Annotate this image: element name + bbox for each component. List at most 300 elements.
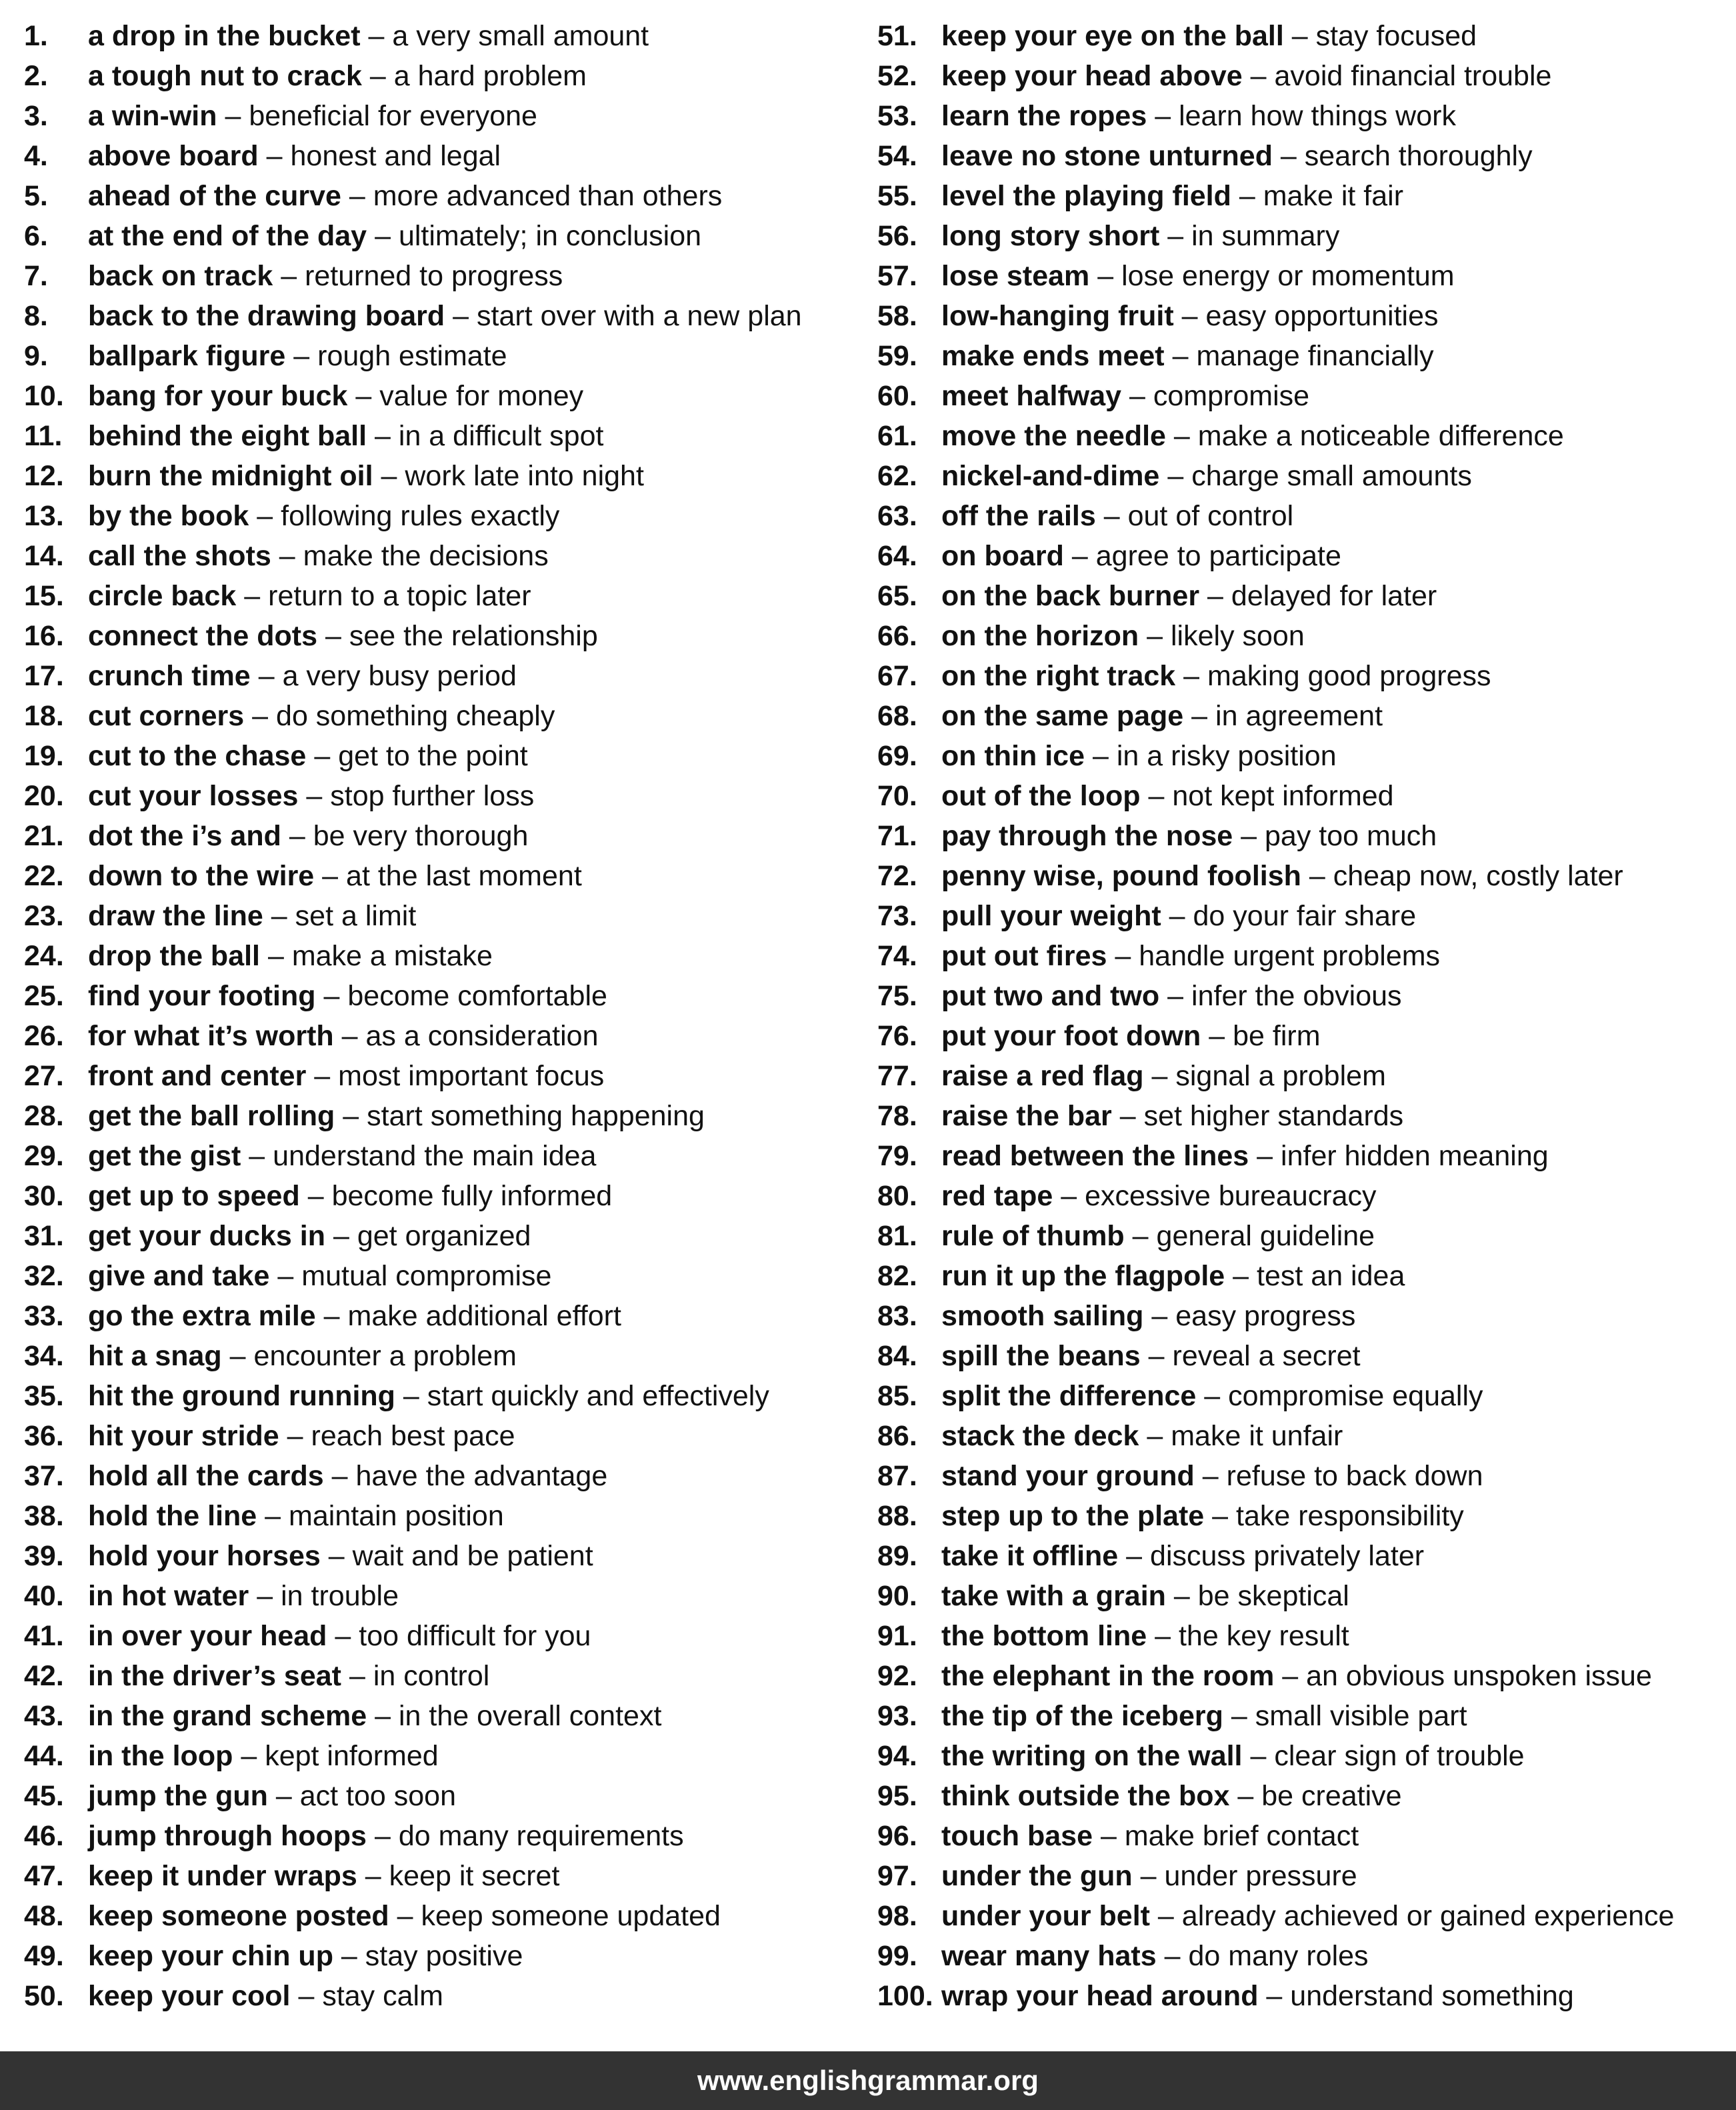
idiom-meaning: delayed for later: [1231, 580, 1437, 612]
idiom-phrase: drop the ball: [88, 940, 260, 972]
list-item: [24, 416, 851, 456]
idiom-phrase: by the book: [88, 500, 249, 532]
separator-dash: –: [271, 900, 287, 932]
list-item: [877, 896, 1731, 936]
list-item: [24, 1416, 851, 1456]
list-item: [877, 1176, 1731, 1216]
idiom-phrase: a drop in the bucket: [88, 20, 361, 52]
list-item: [877, 1256, 1731, 1296]
list-item: [24, 496, 851, 536]
idiom-meaning: keep it secret: [389, 1860, 560, 1892]
idiom-phrase: raise a red flag: [941, 1060, 1144, 1092]
separator-dash: –: [1169, 900, 1185, 932]
list-item: [877, 696, 1731, 736]
idiom-phrase: stack the deck: [941, 1420, 1139, 1452]
list-item: [24, 856, 851, 896]
separator-dash: –: [1103, 500, 1120, 532]
idiom-phrase: step up to the plate: [941, 1500, 1205, 1532]
idiom-phrase: move the needle: [941, 420, 1166, 452]
list-item: [24, 1736, 851, 1776]
list-item: [877, 336, 1731, 376]
idiom-phrase: get the gist: [88, 1140, 241, 1172]
idiom-phrase: connect the dots: [88, 620, 318, 652]
item-number: 65.: [877, 580, 917, 612]
item-number: 69.: [877, 740, 917, 772]
left-column: [24, 16, 851, 2016]
list-item: [877, 96, 1731, 136]
item-number: 31.: [24, 1220, 64, 1252]
idiom-phrase: behind the eight ball: [88, 420, 367, 452]
item-number: 100.: [877, 1980, 933, 2012]
item-number: 76.: [877, 1020, 917, 1052]
separator-dash: –: [1233, 1260, 1249, 1292]
idiom-phrase: keep someone posted: [88, 1900, 389, 1932]
idiom-meaning: become fully informed: [331, 1180, 613, 1212]
item-number: 86.: [877, 1420, 917, 1452]
idiom-meaning: in a risky position: [1116, 740, 1337, 772]
idiom-phrase: on the same page: [941, 700, 1184, 732]
list-item: [24, 1376, 851, 1416]
idiom-meaning: honest and legal: [290, 140, 501, 172]
list-item: [24, 1336, 851, 1376]
idiom-phrase: red tape: [941, 1180, 1053, 1212]
idiom-meaning: returned to progress: [305, 260, 563, 292]
list-item: [24, 1016, 851, 1056]
separator-dash: –: [1280, 140, 1297, 172]
item-number: 1.: [24, 20, 48, 52]
idiom-phrase: rule of thumb: [941, 1220, 1125, 1252]
idiom-meaning: following rules exactly: [281, 500, 560, 532]
idiom-meaning: easy progress: [1175, 1300, 1356, 1332]
item-number: 30.: [24, 1180, 64, 1212]
list-item: [24, 576, 851, 616]
item-number: 17.: [24, 660, 64, 692]
list-item: [24, 1816, 851, 1856]
idiom-meaning: make the decisions: [303, 540, 549, 572]
idiom-phrase: on the horizon: [941, 620, 1139, 652]
separator-dash: –: [225, 100, 241, 132]
idiom-phrase: find your footing: [88, 980, 316, 1012]
separator-dash: –: [267, 940, 284, 972]
separator-dash: –: [1282, 1660, 1299, 1692]
list-item: [877, 656, 1731, 696]
idiom-meaning: handle urgent problems: [1139, 940, 1441, 972]
idiom-meaning: easy opportunities: [1205, 300, 1439, 332]
list-item: [877, 816, 1731, 856]
item-number: 54.: [877, 140, 917, 172]
item-number: 16.: [24, 620, 64, 652]
idiom-phrase: stand your ground: [941, 1460, 1195, 1492]
idiom-meaning: stay calm: [322, 1980, 443, 2012]
list-item: [24, 736, 851, 776]
idiom-meaning: work late into night: [405, 460, 644, 492]
separator-dash: –: [306, 780, 323, 812]
item-number: 73.: [877, 900, 917, 932]
list-item: [877, 1816, 1731, 1856]
idiom-meaning: keep someone updated: [421, 1900, 721, 1932]
separator-dash: –: [1119, 1100, 1136, 1132]
separator-dash: –: [1148, 780, 1165, 812]
separator-dash: –: [375, 1700, 391, 1732]
idiom-meaning: do something cheaply: [276, 700, 555, 732]
separator-dash: –: [1239, 180, 1255, 212]
idiom-meaning: return to a topic later: [268, 580, 531, 612]
list-item: [24, 1176, 851, 1216]
idiom-phrase: front and center: [88, 1060, 307, 1092]
separator-dash: –: [375, 220, 391, 252]
idiom-meaning: ultimately; in conclusion: [398, 220, 702, 252]
item-number: 6.: [24, 220, 48, 252]
list-item: [24, 656, 851, 696]
item-number: 96.: [877, 1820, 917, 1852]
idiom-meaning: maintain position: [289, 1500, 504, 1532]
item-number: 92.: [877, 1660, 917, 1692]
list-item: [24, 1056, 851, 1096]
idiom-phrase: long story short: [941, 220, 1160, 252]
item-number: 29.: [24, 1140, 64, 1172]
list-item: [24, 616, 851, 656]
separator-dash: –: [266, 140, 283, 172]
idiom-meaning: a hard problem: [393, 60, 587, 92]
list-item: [877, 1936, 1731, 1976]
idiom-phrase: bang for your buck: [88, 380, 348, 412]
idiom-phrase: run it up the flagpole: [941, 1260, 1225, 1292]
idiom-meaning: stop further loss: [330, 780, 535, 812]
separator-dash: –: [1100, 1820, 1117, 1852]
separator-dash: –: [1164, 1940, 1181, 1972]
separator-dash: –: [1147, 1420, 1163, 1452]
item-number: 75.: [877, 980, 917, 1012]
idiom-meaning: in summary: [1191, 220, 1340, 252]
item-number: 7.: [24, 260, 48, 292]
idiom-meaning: infer hidden meaning: [1281, 1140, 1549, 1172]
idiom-phrase: at the end of the day: [88, 220, 367, 252]
idiom-phrase: put your foot down: [941, 1020, 1201, 1052]
idiom-phrase: cut your losses: [88, 780, 299, 812]
idiom-meaning: do many roles: [1188, 1940, 1369, 1972]
separator-dash: –: [1183, 660, 1200, 692]
idiom-phrase: crunch time: [88, 660, 251, 692]
list-item: [24, 1616, 851, 1656]
idiom-phrase: the writing on the wall: [941, 1740, 1243, 1772]
separator-dash: –: [323, 1300, 340, 1332]
item-number: 72.: [877, 860, 917, 892]
item-number: 44.: [24, 1740, 64, 1772]
list-item: [24, 56, 851, 96]
idiom-phrase: pay through the nose: [941, 820, 1233, 852]
item-number: 98.: [877, 1900, 917, 1932]
item-number: 81.: [877, 1220, 917, 1252]
separator-dash: –: [293, 340, 310, 372]
separator-dash: –: [1204, 1380, 1221, 1412]
list-item: [877, 536, 1731, 576]
item-number: 4.: [24, 140, 48, 172]
item-number: 3.: [24, 100, 48, 132]
item-number: 14.: [24, 540, 64, 572]
idiom-phrase: hold the line: [88, 1500, 257, 1532]
idiom-phrase: pull your weight: [941, 900, 1161, 932]
separator-dash: –: [333, 1220, 349, 1252]
idiom-meaning: too difficult for you: [359, 1620, 591, 1652]
item-number: 56.: [877, 220, 917, 252]
idiom-phrase: on board: [941, 540, 1064, 572]
idiom-meaning: learn how things work: [1179, 100, 1456, 132]
idiom-meaning: infer the obvious: [1191, 980, 1402, 1012]
list-item: [24, 896, 851, 936]
separator-dash: –: [244, 580, 261, 612]
item-number: 38.: [24, 1500, 64, 1532]
idiom-meaning: have the advantage: [355, 1460, 608, 1492]
item-number: 25.: [24, 980, 64, 1012]
item-number: 64.: [877, 540, 917, 572]
idiom-phrase: take with a grain: [941, 1580, 1166, 1612]
idiom-list: [0, 16, 1736, 2016]
idiom-meaning: start something happening: [367, 1100, 705, 1132]
item-number: 2.: [24, 60, 48, 92]
separator-dash: –: [349, 180, 365, 212]
idiom-meaning: in trouble: [281, 1580, 399, 1612]
separator-dash: –: [1237, 1780, 1254, 1812]
item-number: 67.: [877, 660, 917, 692]
list-item: [24, 1696, 851, 1736]
list-item: [24, 936, 851, 976]
idiom-meaning: excessive bureaucracy: [1085, 1180, 1377, 1212]
idiom-meaning: kept informed: [265, 1740, 439, 1772]
idiom-meaning: most important focus: [338, 1060, 605, 1092]
item-number: 47.: [24, 1860, 64, 1892]
idiom-meaning: make a mistake: [291, 940, 493, 972]
list-item: [24, 696, 851, 736]
idiom-phrase: wear many hats: [941, 1940, 1157, 1972]
idiom-phrase: hit a snag: [88, 1340, 222, 1372]
list-item: [877, 416, 1731, 456]
idiom-meaning: stay positive: [365, 1940, 523, 1972]
list-item: [24, 1896, 851, 1936]
item-number: 88.: [877, 1500, 917, 1532]
separator-dash: –: [1257, 1140, 1273, 1172]
idiom-phrase: make ends meet: [941, 340, 1165, 372]
list-item: [877, 976, 1731, 1016]
idiom-meaning: agree to participate: [1095, 540, 1341, 572]
list-item: [24, 1296, 851, 1336]
idiom-phrase: get your ducks in: [88, 1220, 326, 1252]
idiom-meaning: test an idea: [1257, 1260, 1405, 1292]
item-number: 99.: [877, 1940, 917, 1972]
separator-dash: –: [331, 1460, 348, 1492]
idiom-meaning: make brief contact: [1124, 1820, 1359, 1852]
separator-dash: –: [1173, 420, 1190, 452]
idiom-meaning: general guideline: [1156, 1220, 1375, 1252]
list-item: [877, 216, 1731, 256]
list-item: [877, 256, 1731, 296]
list-item: [24, 1256, 851, 1296]
idiom-phrase: the tip of the iceberg: [941, 1700, 1223, 1732]
item-number: 23.: [24, 900, 64, 932]
list-item: [24, 976, 851, 1016]
separator-dash: –: [1231, 1700, 1247, 1732]
idiom-meaning: make it fair: [1263, 180, 1404, 212]
item-number: 43.: [24, 1700, 64, 1732]
idiom-meaning: pay too much: [1265, 820, 1437, 852]
idiom-meaning: charge small amounts: [1191, 460, 1472, 492]
idiom-meaning: a very small amount: [392, 20, 649, 52]
idiom-phrase: put out fires: [941, 940, 1107, 972]
idiom-phrase: out of the loop: [941, 780, 1141, 812]
idiom-phrase: learn the ropes: [941, 100, 1147, 132]
item-number: 5.: [24, 180, 48, 212]
separator-dash: –: [229, 1340, 246, 1372]
list-item: [24, 1856, 851, 1896]
item-number: 68.: [877, 700, 917, 732]
separator-dash: –: [1147, 620, 1163, 652]
item-number: 93.: [877, 1700, 917, 1732]
item-number: 10.: [24, 380, 64, 412]
list-item: [877, 1096, 1731, 1136]
idiom-phrase: spill the beans: [941, 1340, 1141, 1372]
list-item: [877, 616, 1731, 656]
idiom-meaning: do many requirements: [398, 1820, 684, 1852]
idiom-meaning: already achieved or gained experience: [1181, 1900, 1675, 1932]
list-item: [24, 176, 851, 216]
item-number: 13.: [24, 500, 64, 532]
list-item: [877, 56, 1731, 96]
list-item: [877, 1456, 1731, 1496]
list-item: [877, 1296, 1731, 1336]
separator-dash: –: [381, 460, 397, 492]
separator-dash: –: [341, 1940, 357, 1972]
idiom-phrase: cut corners: [88, 700, 245, 732]
idiom-phrase: wrap your head around: [941, 1980, 1259, 2012]
list-item: [877, 1056, 1731, 1096]
list-item: [877, 376, 1731, 416]
idiom-meaning: encounter a problem: [253, 1340, 517, 1372]
item-number: 83.: [877, 1300, 917, 1332]
item-number: 60.: [877, 380, 917, 412]
separator-dash: –: [258, 660, 275, 692]
idiom-phrase: in over your head: [88, 1620, 327, 1652]
idiom-phrase: in the grand scheme: [88, 1700, 367, 1732]
idiom-phrase: dot the i’s and: [88, 820, 281, 852]
separator-dash: –: [1151, 1060, 1168, 1092]
item-number: 82.: [877, 1260, 917, 1292]
item-number: 62.: [877, 460, 917, 492]
list-item: [24, 1496, 851, 1536]
list-item: [877, 856, 1731, 896]
item-number: 21.: [24, 820, 64, 852]
idiom-phrase: call the shots: [88, 540, 271, 572]
item-number: 78.: [877, 1100, 917, 1132]
idiom-meaning: see the relationship: [349, 620, 598, 652]
list-item: [24, 1776, 851, 1816]
separator-dash: –: [1241, 820, 1257, 852]
idiom-meaning: at the last moment: [346, 860, 582, 892]
idiom-phrase: hold all the cards: [88, 1460, 324, 1492]
item-number: 8.: [24, 300, 48, 332]
idiom-meaning: reach best pace: [311, 1420, 515, 1452]
item-number: 66.: [877, 620, 917, 652]
idiom-meaning: making good progress: [1207, 660, 1491, 692]
right-column: [877, 16, 1731, 2016]
list-item: [877, 456, 1731, 496]
list-item: [877, 776, 1731, 816]
idiom-meaning: understand the main idea: [273, 1140, 597, 1172]
item-number: 84.: [877, 1340, 917, 1372]
idiom-meaning: likely soon: [1171, 620, 1305, 652]
idiom-phrase: down to the wire: [88, 860, 315, 892]
item-number: 24.: [24, 940, 64, 972]
item-number: 34.: [24, 1340, 64, 1372]
idiom-meaning: in a difficult spot: [398, 420, 604, 452]
list-item: [877, 1576, 1731, 1616]
item-number: 18.: [24, 700, 64, 732]
list-item: [877, 1016, 1731, 1056]
separator-dash: –: [1115, 940, 1131, 972]
item-number: 32.: [24, 1260, 64, 1292]
list-item: [877, 1896, 1731, 1936]
list-item: [877, 1416, 1731, 1456]
separator-dash: –: [1266, 1980, 1283, 2012]
idiom-phrase: take it offline: [941, 1540, 1119, 1572]
item-number: 53.: [877, 100, 917, 132]
list-item: [877, 496, 1731, 536]
list-item: [24, 376, 851, 416]
idiom-phrase: on the right track: [941, 660, 1176, 692]
footer-url[interactable]: www.englishgrammar.org: [697, 2065, 1039, 2096]
idiom-phrase: keep your head above: [941, 60, 1243, 92]
list-item: [877, 1216, 1731, 1256]
list-item: [877, 1336, 1731, 1376]
list-item: [877, 1776, 1731, 1816]
item-number: 39.: [24, 1540, 64, 1572]
separator-dash: –: [453, 300, 469, 332]
idiom-meaning: get organized: [357, 1220, 531, 1252]
separator-dash: –: [369, 60, 386, 92]
idiom-meaning: start over with a new plan: [477, 300, 802, 332]
list-item: [877, 1616, 1731, 1656]
item-number: 20.: [24, 780, 64, 812]
item-number: 55.: [877, 180, 917, 212]
idiom-phrase: under your belt: [941, 1900, 1150, 1932]
separator-dash: –: [1140, 1860, 1157, 1892]
separator-dash: –: [1092, 740, 1109, 772]
footer-bar: [0, 2051, 1736, 2110]
idiom-meaning: make a noticeable difference: [1197, 420, 1564, 452]
idiom-meaning: be skeptical: [1197, 1580, 1349, 1612]
separator-dash: –: [375, 420, 391, 452]
idiom-meaning: be firm: [1233, 1020, 1321, 1052]
idiom-phrase: under the gun: [941, 1860, 1133, 1892]
idiom-meaning: get to the point: [338, 740, 528, 772]
idiom-meaning: small visible part: [1255, 1700, 1467, 1732]
item-number: 45.: [24, 1780, 64, 1812]
separator-dash: –: [289, 820, 305, 852]
list-item: [877, 176, 1731, 216]
separator-dash: –: [1250, 60, 1267, 92]
idiom-phrase: smooth sailing: [941, 1300, 1144, 1332]
list-item: [24, 1456, 851, 1496]
idiom-meaning: start quickly and effectively: [427, 1380, 769, 1412]
idiom-meaning: cheap now, costly later: [1333, 860, 1623, 892]
list-item: [24, 1536, 851, 1576]
idiom-phrase: back on track: [88, 260, 273, 292]
item-number: 27.: [24, 1060, 64, 1092]
list-item: [877, 296, 1731, 336]
list-item: [24, 16, 851, 56]
separator-dash: –: [249, 1140, 265, 1172]
item-number: 70.: [877, 780, 917, 812]
separator-dash: –: [1207, 580, 1223, 612]
list-item: [877, 736, 1731, 776]
